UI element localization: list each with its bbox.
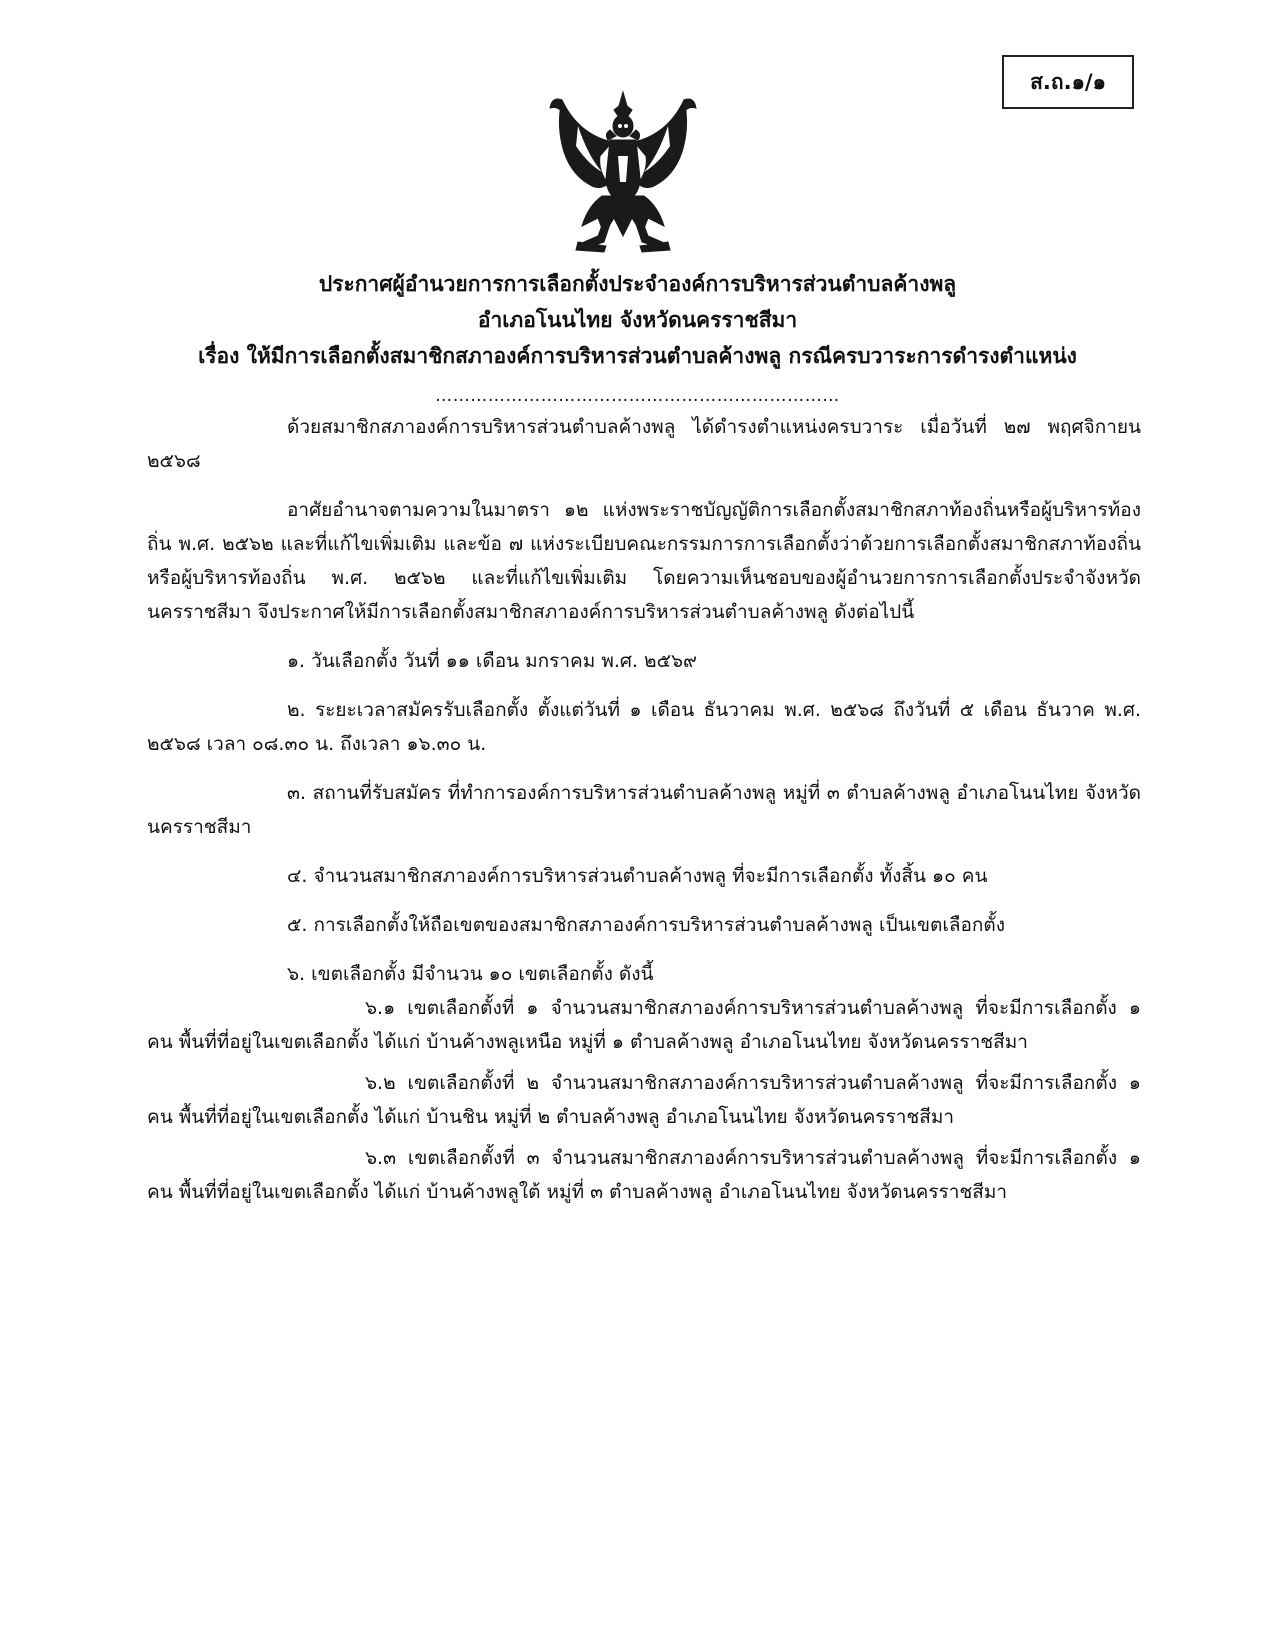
item-constituency-rule: ๕. การเลือกตั้งให้ถือเขตของสมาชิกสภาองค์การบริหารส่วนตำบลค้างพลู เป็นเขตเลือกตั้ง xyxy=(287,914,1006,936)
announcement-body xyxy=(147,410,1141,1209)
item-application-place: ๓. สถานที่รับสมัคร ที่ทำการองค์การบริหารส่วนตำบลค้างพลู หมู่ที่ ๓ ตำบลค้างพลู อำเภอโนนไทย จังหวัดนครราชสีมา xyxy=(147,782,1141,838)
item-member-count: ๔. จำนวนสมาชิกสภาองค์การบริหารส่วนตำบลค้างพลู ที่จะมีการเลือกตั้ง ทั้งสิ้น ๑๐ คน xyxy=(287,865,988,887)
announcement-district: อำเภอโนนไทย จังหวัดนครราชสีมา xyxy=(477,308,798,332)
constituency-2: ๖.๒ เขตเลือกตั้งที่ ๒ จำนวนสมาชิกสภาองค์การบริหารส่วนตำบลค้างพลู ที่จะมีการเลือกตั้ง ๑ คน พื้นที่ที่อยู่ในเขตเลือกตั้ง ได้แก่ บ้านชิน หมู่ที่ ๒ ตำบลค้างพลู อำเภอโนนไทย จังหวัดนครราชสีมา xyxy=(147,1072,1141,1128)
form-code-box xyxy=(1002,55,1134,109)
paragraph-term-ended: ด้วยสมาชิกสภาองค์การบริหารส่วนตำบลค้างพลู ได้ดำรงตำแหน่งครบวาระ เมื่อวันที่ ๒๗ พฤศจิกายน ๒๕๖๘ xyxy=(147,416,1141,472)
constituency-3: ๖.๓ เขตเลือกตั้งที่ ๓ จำนวนสมาชิกสภาองค์การบริหารส่วนตำบลค้างพลู ที่จะมีการเลือกตั้ง ๑ คน พื้นที่ที่อยู่ในเขตเลือกตั้ง ได้แก่ บ้านค้างพลูใต้ หมู่ที่ ๓ ตำบลค้างพลู อำเภอโนนไทย จังหวัดนครราชสีมา xyxy=(147,1147,1141,1203)
item-constituency-count: ๖. เขตเลือกตั้ง มีจำนวน ๑๐ เขตเลือกตั้ง ดังนี้ xyxy=(287,963,654,985)
item-election-date: ๑. วันเลือกตั้ง วันที่ ๑๑ เดือน มกราคม พ.ศ. ๒๕๖๙ xyxy=(287,650,697,672)
paragraph-legal-basis: อาศัยอำนาจตามความในมาตรา ๑๒ แห่งพระราชบัญญัติการเลือกตั้งสมาชิกสภาท้องถิ่นหรือผู้บริหารท้องถิ่น พ.ศ. ๒๕๖๒ และที่แก้ไขเพิ่มเติม และข้อ ๗ แห่งระเบียบคณะกรรมการการเลือกตั้งว่าด้วยการเลือกตั้งสมาชิกสภาท้องถิ่นหรือผู้บริหารท้องถิ่น พ.ศ. ๒๕๖๒ และที่แก้ไขเพิ่มเติม โดยความเห็นชอบของผู้อำนวยการการเลือกตั้งประจำจังหวัดนครราชสีมา จึงประกาศให้มีการเลือกตั้งสมาชิกสภาองค์การบริหารส่วนตำบลค้างพลู ดังต่อไปนี้ xyxy=(147,499,1141,623)
form-code: ส.ถ.๑/๑ xyxy=(1030,69,1106,94)
constituency-1: ๖.๑ เขตเลือกตั้งที่ ๑ จำนวนสมาชิกสภาองค์การบริหารส่วนตำบลค้างพลู ที่จะมีการเลือกตั้ง ๑ คน พื้นที่ที่อยู่ในเขตเลือกตั้ง ได้แก่ บ้านค้างพลูเหนือ หมู่ที่ ๑ ตำบลค้างพลู อำเภอโนนไทย จังหวัดนครราชสีมา xyxy=(147,997,1141,1053)
announcement-subject: เรื่อง ให้มีการเลือกตั้งสมาชิกสภาองค์การบริหารส่วนตำบลค้างพลู กรณีครบวาระการดำรงตำแหน่ง xyxy=(198,344,1077,368)
garuda-emblem-icon xyxy=(548,86,698,258)
item-application-period: ๒. ระยะเวลาสมัครรับเลือกตั้ง ตั้งแต่วันที่ ๑ เดือน ธันวาคม พ.ศ. ๒๕๖๘ ถึงวันที่ ๕ เดือน ธันวาค พ.ศ. ๒๕๖๘ เวลา ๐๘.๓๐ น. ถึงเวลา ๑๖.๓๐ น. xyxy=(147,699,1141,755)
announcement-title: ประกาศผู้อำนวยการการเลือกตั้งประจำองค์การบริหารส่วนตำบลค้างพลู xyxy=(318,272,957,296)
announcement-header xyxy=(0,266,1275,408)
dotted-separator: …………………………………………………………… xyxy=(435,386,840,406)
